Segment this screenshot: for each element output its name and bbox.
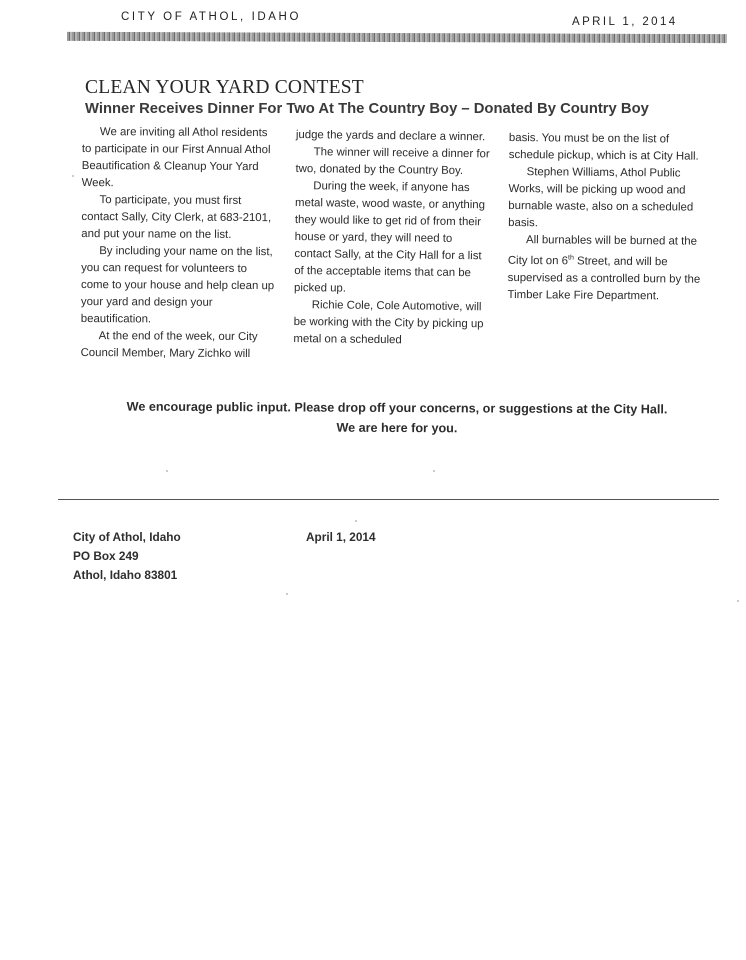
article-subhead: Winner Receives Dinner For Two At The Country Boy – Donated By Country Boy [85, 101, 649, 117]
callout-line: We are here for you. [336, 420, 458, 436]
scan-speck [286, 593, 288, 595]
article-column-3 [507, 130, 709, 306]
scan-speck [355, 520, 357, 522]
scan-speck [166, 470, 168, 472]
ordinal-suffix: th [568, 254, 574, 262]
paragraph: We are inviting all Athol residents to participate in our First Annual Athol Beautification & Cleanup Your Yard Week. [81, 126, 271, 190]
footer-divider [58, 499, 719, 500]
article-headline: CLEAN YOUR YARD CONTEST [85, 77, 364, 98]
paragraph: By including your name on the list, you can request for volunteers to come to your house and help clean up your yard and design your beautification. [80, 245, 275, 326]
article-column-2 [293, 127, 491, 350]
address-line: City of Athol, Idaho [73, 530, 181, 544]
paragraph: At the end of the week, our City Council Member, Mary Zichko will [80, 330, 258, 361]
scan-speck [737, 600, 739, 602]
paragraph: Richie Cole, Cole Automotive, will be working with the City by picking up metal on a scheduled [293, 299, 484, 347]
paragraph-text: All burnables will be burned at the City lot on [507, 234, 698, 268]
paragraph: During the week, if anyone has metal waste, wood waste, or anything they would like to get rid of from their house or yard, they will need to contact Sally, at the City Hall for a list of the acceptable items that can be picked up. [293, 180, 486, 295]
scan-speck [72, 175, 74, 177]
paragraph-text: Street, and will be supervised as a controlled burn by the Timber Lake Fire Department. [507, 255, 701, 303]
footer-date: April 1, 2014 [306, 530, 376, 544]
masthead-rule [67, 32, 727, 43]
masthead-city-name: CITY OF ATHOL, IDAHO [121, 11, 302, 23]
footer-address [73, 528, 181, 585]
paragraph [507, 232, 708, 306]
public-input-callout [60, 396, 734, 440]
paragraph: basis. You must be on the list of schedule pickup, which is at City Hall. [508, 131, 699, 163]
scan-speck [433, 470, 435, 472]
article-column-1 [81, 124, 278, 363]
masthead-date: APRIL 1, 2014 [572, 16, 678, 28]
address-line: PO Box 249 [73, 549, 139, 563]
address-line: Athol, Idaho 83801 [73, 568, 178, 582]
paragraph: judge the yards and declare a winner. [295, 128, 486, 144]
street-number: 6 [561, 255, 569, 268]
paragraph: Stephen Williams, Athol Public Works, will be picking up wood and burnable waste, also on a scheduled basis. [508, 166, 694, 230]
callout-line: We encourage public input. Please drop off your concerns, or suggestions at the City Hall. [126, 399, 668, 417]
paragraph: The winner will receive a dinner for two, donated by the Country Boy. [295, 146, 490, 178]
paragraph: To participate, you must first contact Sally, City Clerk, at 683-2101, and put your name on the list. [81, 194, 272, 241]
